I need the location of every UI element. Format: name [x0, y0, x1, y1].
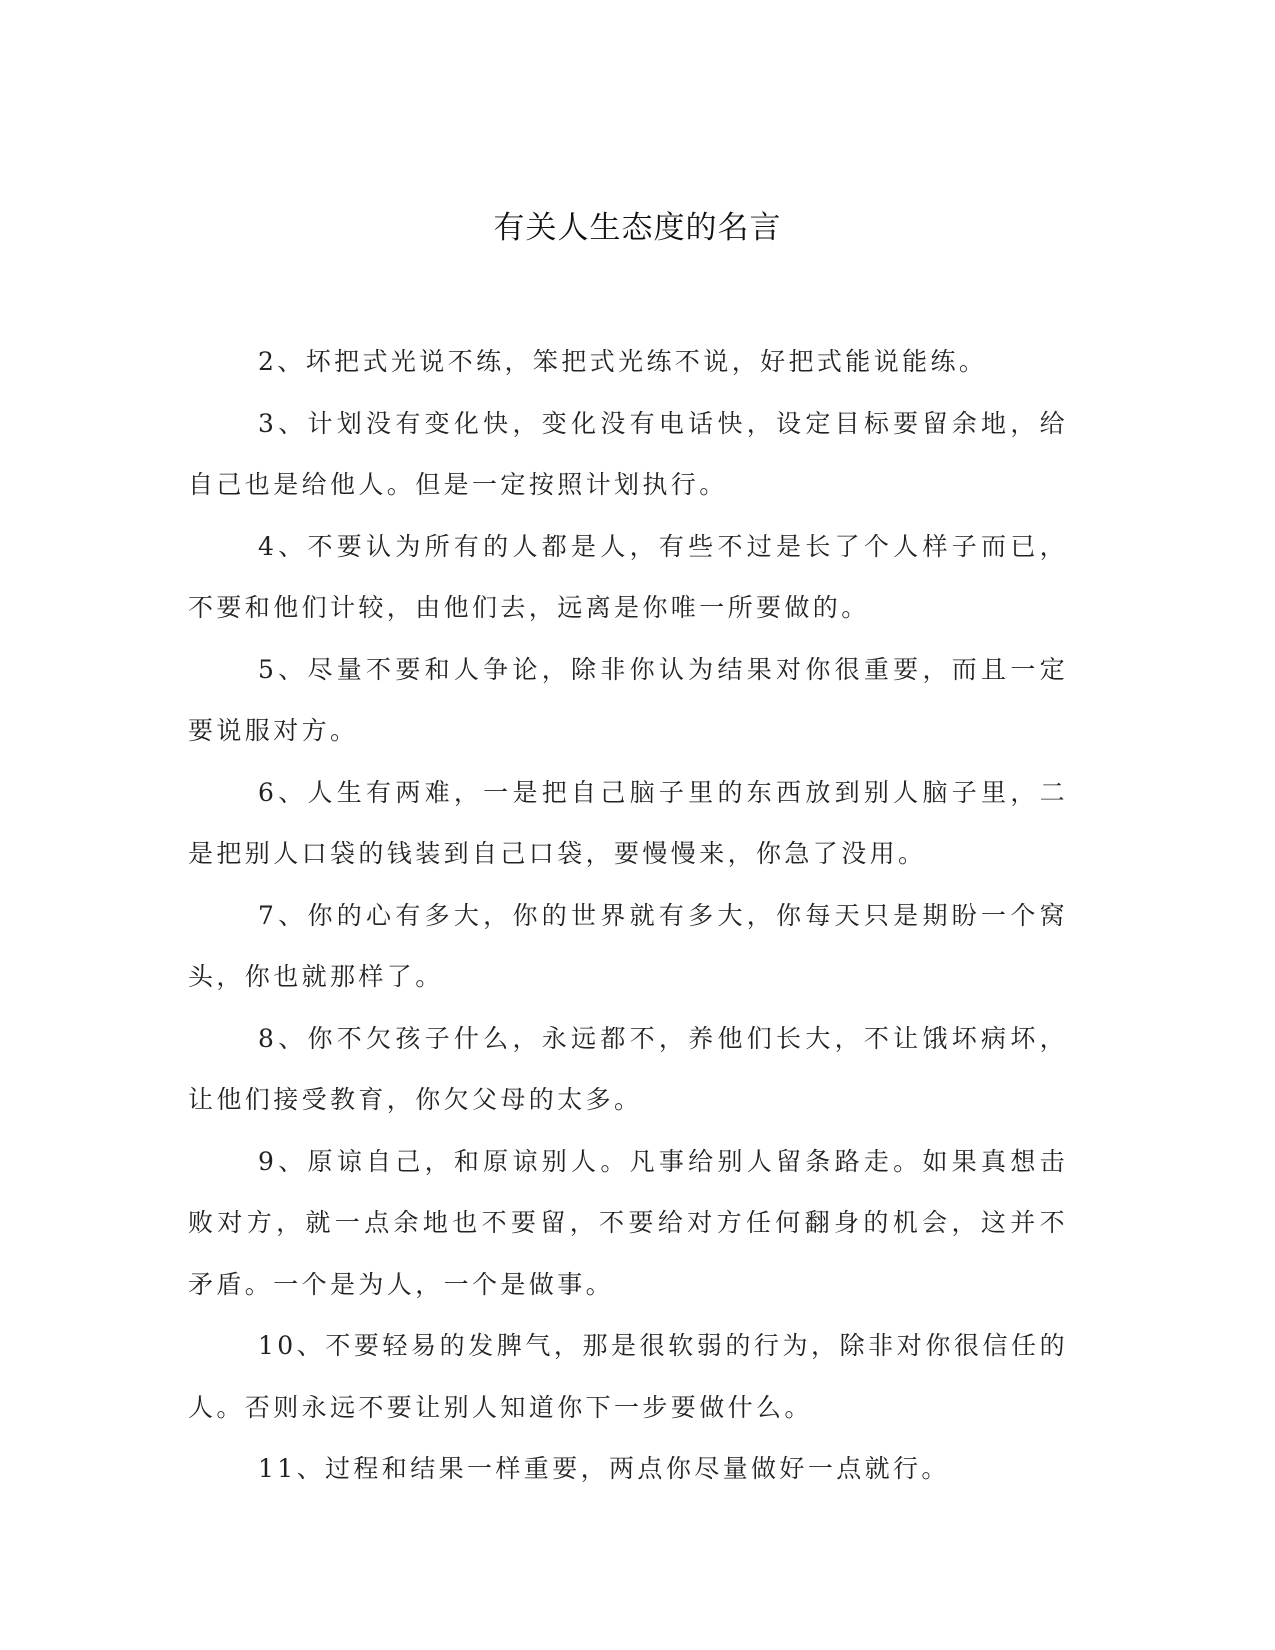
quote-paragraph: 2、坏把式光说不练，笨把式光练不说，好把式能说能练。	[258, 347, 988, 376]
quote-paragraph: 4、不要认为所有的人都是人，有些不过是长了个人样子而已，不要和他们计较，由他们去，远离是你唯一所要做的。	[188, 531, 1068, 622]
quote-paragraph: 6、人生有两难，一是把自己脑子里的东西放到别人脑子里，二是把别人口袋的钱装到自己口袋，要慢慢来，你急了没用。	[188, 777, 1068, 868]
document-body	[188, 331, 1068, 1500]
quote-paragraph: 3、计划没有变化快，变化没有电话快，设定目标要留余地，给自己也是给他人。但是一定按照计划执行。	[188, 408, 1068, 499]
quote-paragraph: 9、原谅自己，和原谅别人。凡事给别人留条路走。如果真想击败对方，就一点余地也不要留，不要给对方任何翻身的机会，这并不矛盾。一个是为人，一个是做事。	[188, 1146, 1068, 1299]
quote-paragraph: 11、过程和结果一样重要，两点你尽量做好一点就行。	[258, 1454, 950, 1483]
quote-paragraph: 8、你不欠孩子什么，永远都不，养他们长大，不让饿坏病坏，让他们接受教育，你欠父母的太多。	[188, 1023, 1068, 1114]
quote-paragraph: 7、你的心有多大，你的世界就有多大，你每天只是期盼一个窝头，你也就那样了。	[188, 900, 1068, 991]
quote-paragraph: 10、不要轻易的发脾气，那是很软弱的行为，除非对你很信任的人。否则永远不要让别人知道你下一步要做什么。	[188, 1331, 1068, 1422]
page-title: 有关人生态度的名言	[493, 210, 782, 246]
quote-paragraph: 5、尽量不要和人争论，除非你认为结果对你很重要，而且一定要说服对方。	[188, 654, 1068, 745]
